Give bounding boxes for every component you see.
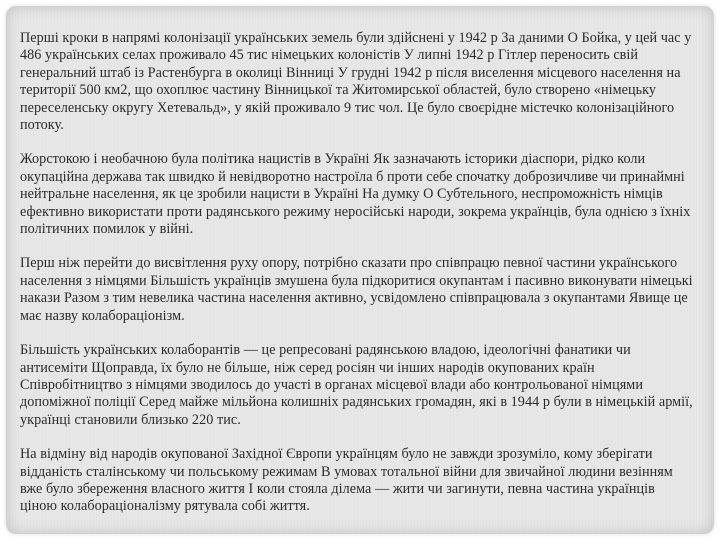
paragraph-5: На відміну від народів окупованої Західної Європи українцям було не завжди зрозуміло, кому зберігати відданість сталінському чи польському режимам В умовах тотальної війни для звичайної людини везінням вже було збереження власного життя І коли стояла ділема — жити чи загинути, певна частина українців ціною колабораціоналізму рятувала собі життя. bbox=[20, 446, 673, 515]
paragraph-3: Перш ніж перейти до висвітлення руху опору, потрібно сказати про співпрацю певної частини українського населення з німцями Більшість українців змушена була підкоритися окупантам і пасивно виконувати німецькі накази Разом з тим невелика частина населення активно, усвідомлено співпрацювала з окупантами Явище це має назву колабораціонізм. bbox=[20, 255, 693, 324]
paragraph-1: Перші кроки в напрямі колонізації українських земель були здійснені у 1942 р За даними О Бойка, у цей час у 486 українських селах проживало 45 тис німецьких колоністів У липні 1942 р Гітлер переносить свій генеральний штаб із Растенбурга в околиці Вінниці У грудні 1942 р після виселення місцевого населення на території 500 км2, що охоплює частину Вінницької та Житомирської областей, було створено «німецьку переселенську округу Хетевальд», у якій проживало 9 тис чол. Це було своєрідне містечко колонізаційного потоку. bbox=[20, 30, 692, 134]
text-card bbox=[6, 6, 714, 534]
paragraph-2: Жорстокою і необачною була політика нацистів в Україні Як зазначають історики діаспори, рідко коли окупаційна держава так швидко й невідворотно настроїла б проти себе спочатку доброзичливе чи принаймні нейтральне населення, як це зробили нацисти в Україні На думку О Субтельного, неспроможність німців ефективно використати проти радянського режиму неросійські народи, зокрема українців, була однією з їхніх політичних помилок у війні. bbox=[20, 151, 691, 238]
paragraph-4: Більшість українських колаборантів — це репресовані радянською владою, ідеологічні фанатики чи антисеміти Щоправда, їх було не більше, ніж серед росіян чи інших народів окупованих країн Співробітництво з німцями зводилось до участі в органах місцевої влади або контрольованої німцями допоміжної поліції Серед майже мільйона колишніх радянських громадян, які в 1944 р були в німецькій армії, українці становили близько 220 тис. bbox=[20, 342, 693, 428]
